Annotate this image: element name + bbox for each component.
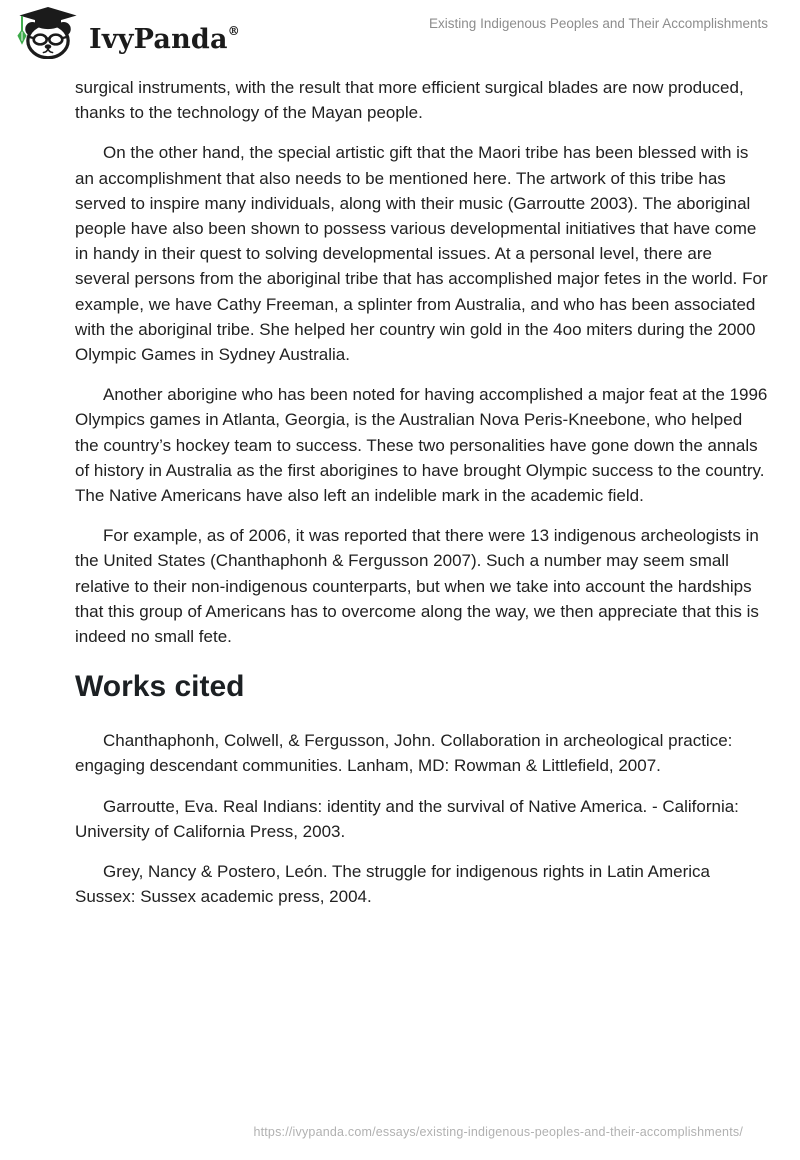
source-url[interactable]: https://ivypanda.com/essays/existing-indigenous-peoples-and-their-accomplishments/ <box>253 1125 743 1139</box>
brand-text: IvyPanda <box>89 23 228 55</box>
registered-mark: ® <box>227 23 240 38</box>
paragraph-1: surgical instruments, with the result that more efficient surgical blades are now produced, thanks to the technology of the Mayan people. <box>75 78 744 123</box>
footer <box>253 1123 743 1141</box>
header <box>0 0 800 62</box>
paragraph-4: For example, as of 2006, it was reported that there were 13 indigenous archeologists in the United States (Chanthaphonh & Fergusson 2007). Such a number may seem small relative to their non-indigenous counterparts, but when we take into account the hardships that this group of Americans has to overcome along the way, we then appreciate that this is indeed no small fete. <box>75 526 759 647</box>
document-title: Existing Indigenous Peoples and Their Accomplishments <box>429 16 768 31</box>
paragraph-2: On the other hand, the special artistic gift that the Maori tribe has been blessed with is an accomplishment that also needs to be mentioned here. The artwork of this tribe has served to inspire many individuals, along with their music (Garroutte 2003). The aboriginal people have also been shown to possess various developmental initiatives that have come in handy in their quest to solving developmental issues. At a personal level, there are several persons from the aboriginal tribe that has accomplished major fetes in the world. For example, we have Cathy Freeman, a splinter from Australia, and who has been associated with the aboriginal tribe. She helped her country win gold in the 4oo miters during the 2000 Olympic Games in Sydney Australia. <box>75 143 768 365</box>
brand-name <box>89 19 240 53</box>
works-cited-heading: Works cited <box>75 670 245 704</box>
paragraph-3: Another aborigine who has been noted for having accomplished a major feat at the 1996 Olympics games in Atlanta, Georgia, is the Australian Nova Peris-Kneebone, who helped the country’s hockey team to success. These two personalities have gone down the annals of history in Australia as the first aborigines to have brought Olympic success to the country. The Native Americans have also left an indelible mark in the academic field. <box>75 385 768 506</box>
citation-1: Chanthaphonh, Colwell, & Fergusson, John. Collaboration in archeological practice: engaging descendant communities. Lanham, MD: Rowman & Littlefield, 2007. <box>75 731 733 776</box>
ivypanda-logo-link[interactable] <box>14 7 240 64</box>
citation-2: Garroutte, Eva. Real Indians: identity and the survival of Native America. - California: University of California Press, 2003. <box>75 796 739 841</box>
panda-graduate-icon <box>14 7 82 64</box>
citation-3: Grey, Nancy & Postero, León. The struggle for indigenous rights in Latin America Sussex: Sussex academic press, 2004. <box>75 862 710 907</box>
essay-content <box>75 75 769 909</box>
